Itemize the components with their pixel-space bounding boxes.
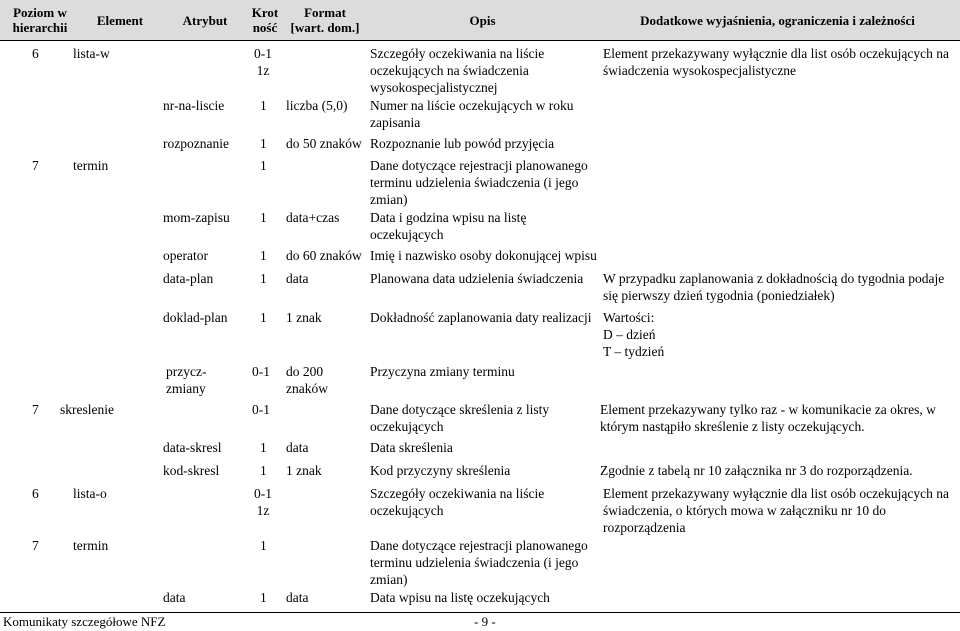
cell-krotnosc: 0-1 1z: [254, 46, 272, 78]
cell-krotnosc: 0-1 1z: [254, 486, 272, 518]
cell-format: do 50 znaków: [286, 136, 362, 151]
header-divider: [0, 40, 960, 41]
cell-opis: Imię i nazwisko osoby dokonującej wpisu: [370, 248, 597, 263]
header-format: Format [wart. dom.]: [290, 5, 360, 35]
cell-opis: Dane dotyczące rejestracji planowanego terminu udzielenia świadczenia (i jego zmian): [370, 158, 588, 207]
cell-opis: Dokładność zaplanowania daty realizacji: [370, 310, 592, 325]
cell-poziom: 6: [32, 46, 39, 61]
cell-format: do 200 znaków: [286, 364, 328, 396]
cell-atrybut: doklad-plan: [163, 310, 228, 325]
cell-element: skreslenie: [60, 402, 114, 417]
cell-krotnosc: 1: [260, 590, 267, 605]
cell-element: termin: [73, 538, 109, 553]
cell-atrybut: rozpoznanie: [163, 136, 229, 151]
cell-uwagi: Element przekazywany wyłącznie dla list osób oczekujących na świadczenia wysokospecjalistyczne: [603, 46, 949, 78]
cell-atrybut: operator: [163, 248, 208, 263]
cell-element: lista-o: [73, 486, 107, 501]
cell-uwagi: Element przekazywany wyłącznie dla list osób oczekujących na świadczenia, o których mowa w załączniku nr 10 do rozporządzenia: [603, 486, 949, 535]
cell-atrybut: data: [163, 590, 186, 605]
cell-uwagi: Zgodnie z tabelą nr 10 załącznika nr 3 do rozporządzenia.: [600, 463, 913, 478]
header-krotnosc: Krot ność: [251, 5, 279, 35]
cell-format: 1 znak: [286, 463, 322, 478]
cell-opis: Data wpisu na listę oczekujących: [370, 590, 550, 605]
cell-opis: Dane dotyczące rejestracji planowanego terminu udzielenia świadczenia (i jego zmian): [370, 538, 588, 587]
cell-opis: Planowana data udzielenia świadczenia: [370, 271, 584, 286]
table-header: [0, 0, 960, 40]
header-poziom: Poziom w hierarchii: [12, 5, 68, 35]
cell-format: data: [286, 271, 309, 286]
footer-divider: [0, 612, 960, 613]
page-number: - 9 -: [474, 614, 496, 629]
cell-krotnosc: 1: [260, 440, 267, 455]
cell-krotnosc: 1: [260, 538, 267, 553]
cell-opis: Rozpoznanie lub powód przyjęcia: [370, 136, 555, 151]
cell-atrybut: kod-skresl: [163, 463, 220, 478]
cell-opis: Kod przyczyny skreślenia: [370, 463, 511, 478]
cell-opis: Szczegóły oczekiwania na liście oczekujących: [370, 486, 545, 518]
cell-opis: Numer na liście oczekujących w roku zapisania: [370, 98, 574, 130]
cell-format: data+czas: [286, 210, 340, 225]
cell-uwagi: Element przekazywany tylko raz - w komunikacie za okres, w którym nastąpiło skreślenie z listy oczekujących.: [600, 402, 936, 434]
header-opis: Opis: [469, 12, 496, 28]
cell-krotnosc: 1: [260, 136, 267, 151]
cell-uwagi: W przypadku zaplanowania z dokładnością do tygodnia podaje się pierwszy dzień tygodnia (poniedziałek): [603, 271, 945, 303]
cell-krotnosc: 1: [260, 463, 267, 478]
cell-format: data: [286, 440, 309, 455]
cell-format: 1 znak: [286, 310, 322, 325]
cell-element: lista-w: [73, 46, 110, 61]
cell-opis: Dane dotyczące skreślenia z listy oczekujących: [370, 402, 550, 434]
cell-atrybut: mom-zapisu: [163, 210, 230, 225]
cell-krotnosc: 1: [260, 271, 267, 286]
cell-krotnosc: 1: [260, 98, 267, 113]
cell-poziom: 7: [32, 158, 39, 173]
cell-opis: Przyczyna zmiany terminu: [370, 364, 515, 379]
header-dodatkowe: Dodatkowe wyjaśnienia, ograniczenia i zależności: [640, 12, 915, 28]
cell-atrybut: przycz- zmiany: [166, 364, 207, 396]
cell-krotnosc: 1: [260, 158, 267, 173]
cell-atrybut: data-skresl: [163, 440, 222, 455]
cell-krotnosc: 1: [260, 248, 267, 263]
cell-krotnosc: 1: [260, 310, 267, 325]
cell-krotnosc: 0-1: [252, 364, 270, 379]
cell-poziom: 7: [32, 402, 39, 417]
header-atrybut: Atrybut: [182, 12, 228, 28]
cell-opis: Data skreślenia: [370, 440, 453, 455]
cell-krotnosc: 1: [260, 210, 267, 225]
cell-atrybut: nr-na-liscie: [163, 98, 225, 113]
cell-element: termin: [73, 158, 109, 173]
footer-title: Komunikaty szczegółowe NFZ: [3, 614, 166, 629]
cell-format: data: [286, 590, 309, 605]
cell-krotnosc: 0-1: [252, 402, 270, 417]
cell-format: liczba (5,0): [286, 98, 348, 113]
cell-opis: Data i godzina wpisu na listę oczekujących: [370, 210, 527, 242]
header-element: Element: [96, 12, 144, 28]
cell-opis: Szczegóły oczekiwania na liście oczekujących na świadczenia wysokospecjalistycznej: [370, 46, 545, 95]
cell-uwagi: Wartości: D – dzień T – tydzień: [603, 310, 665, 359]
cell-poziom: 7: [32, 538, 39, 553]
cell-format: do 60 znaków: [286, 248, 362, 263]
cell-atrybut: data-plan: [163, 271, 214, 286]
cell-poziom: 6: [32, 486, 39, 501]
